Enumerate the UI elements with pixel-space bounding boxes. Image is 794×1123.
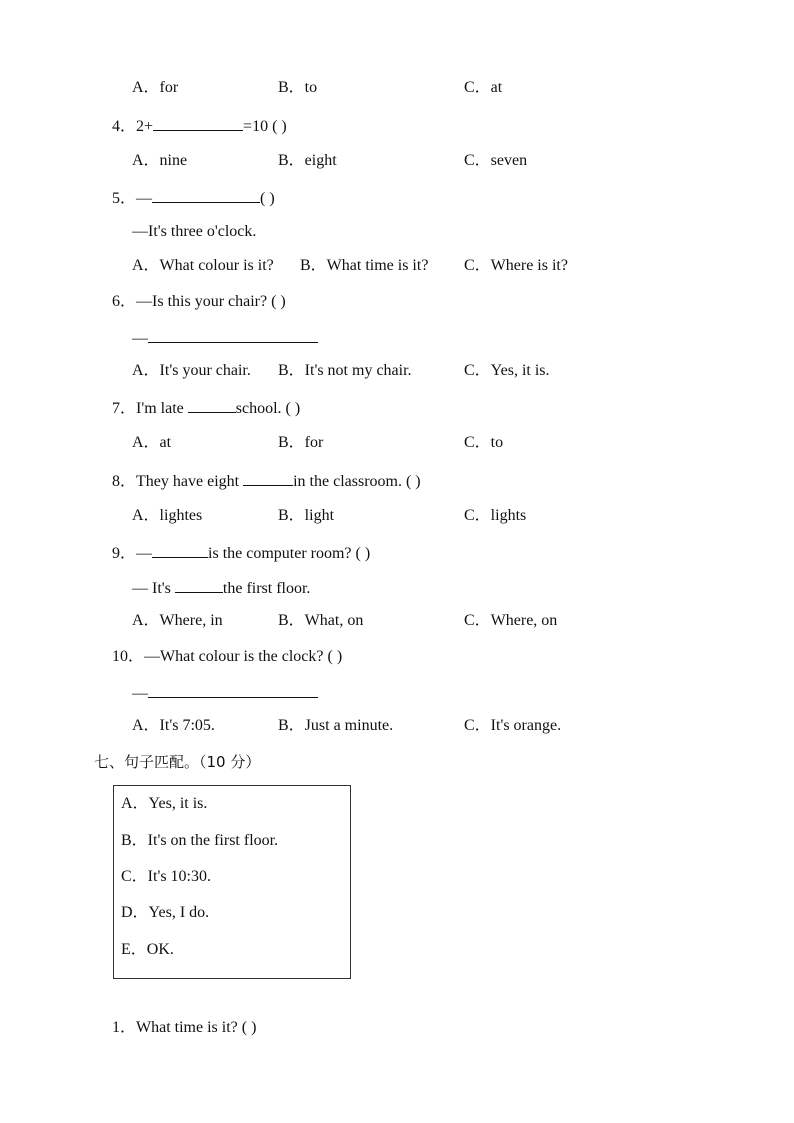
q7-text-pre: I'm late — [136, 400, 188, 417]
q10-answer-dash: — — [132, 685, 148, 702]
match-option-d: D．Yes, I do. — [121, 904, 210, 921]
match-question-1: 1．What time is it? ( ) — [112, 1019, 257, 1036]
q8-option-b: B．light — [278, 507, 335, 524]
q6-answer-dash: — — [132, 330, 148, 347]
q10-stem — [112, 647, 342, 667]
q5-option-c: C．Where is it? — [464, 257, 568, 274]
q5-stem — [112, 187, 275, 207]
q9-option-a: A．Where, in — [132, 612, 223, 629]
q6-option-a: A．It's your chair. — [132, 362, 251, 379]
match-options-box — [113, 785, 351, 979]
q9-answer-blank-2[interactable] — [175, 577, 223, 593]
q7-text-post: school. ( ) — [235, 400, 301, 417]
q9-option-b: B．What, on — [278, 612, 364, 629]
q6-answer-blank[interactable] — [148, 327, 318, 343]
q6-option-b: B．It's not my chair. — [278, 362, 412, 379]
q6-text: —Is this your chair? ( ) — [136, 293, 286, 310]
q9-text-post: is the computer room? ( ) — [208, 545, 371, 562]
q9-answer-pre: — It's — [132, 580, 175, 597]
q10-option-b: B．Just a minute. — [278, 717, 394, 734]
q7-number: 7． — [112, 400, 137, 417]
match-option-a: A．Yes, it is. — [121, 795, 208, 812]
q9-text-pre: — — [136, 545, 153, 562]
q8-answer-blank[interactable] — [243, 470, 293, 486]
q10-text: —What colour is the clock? ( ) — [144, 648, 343, 665]
match-option-b: B．It's on the first floor. — [121, 832, 279, 849]
q9-answer-post: the first floor. — [222, 580, 311, 597]
q3-option-b: B．to — [278, 79, 318, 96]
q3-option-c: C．at — [464, 79, 503, 96]
q7-stem — [112, 397, 300, 417]
q9-stem — [112, 542, 370, 562]
q4-option-a: A．nine — [132, 152, 188, 169]
q8-text-post: in the classroom. ( ) — [293, 473, 421, 490]
match-option-e: E．OK. — [121, 941, 174, 958]
q4-text-pre: 2+ — [136, 118, 154, 135]
q7-option-b: B．for — [278, 434, 324, 451]
q5-answer: —It's three o'clock. — [132, 223, 257, 240]
section-7-title: 七、句子匹配。（10 分） — [94, 753, 261, 771]
q5-option-a: A．What colour is it? — [132, 257, 274, 274]
q7-option-a: A．at — [132, 434, 172, 451]
q5-text-post: ( ) — [260, 190, 275, 207]
q10-option-c: C．It's orange. — [464, 717, 562, 734]
q9-answer-line — [132, 577, 310, 597]
q5-option-b: B．What time is it? — [300, 257, 429, 274]
q4-number: 4． — [112, 118, 137, 135]
q4-stem — [112, 115, 287, 135]
q8-number: 8． — [112, 473, 137, 490]
q8-stem — [112, 470, 421, 490]
match-option-c: C．It's 10:30. — [121, 868, 212, 885]
q9-number: 9． — [112, 545, 137, 562]
q4-text-post: =10 ( ) — [243, 118, 287, 135]
q5-number: 5． — [112, 190, 137, 207]
q4-answer-blank[interactable] — [153, 115, 243, 131]
q10-option-a: A．It's 7:05. — [132, 717, 215, 734]
q3-option-a: A．for — [132, 79, 179, 96]
q7-option-c: C．to — [464, 434, 504, 451]
q6-stem — [112, 292, 286, 312]
q8-text-pre: They have eight — [136, 473, 244, 490]
q10-answer-blank[interactable] — [148, 682, 318, 698]
q10-answer-line — [132, 682, 318, 702]
q6-option-c: C．Yes, it is. — [464, 362, 550, 379]
q5-answer-blank[interactable] — [152, 187, 260, 203]
q4-option-c: C．seven — [464, 152, 528, 169]
q5-text-pre: — — [136, 190, 153, 207]
q6-answer-line — [132, 327, 318, 347]
q10-number: 10． — [112, 648, 145, 665]
q8-option-a: A．lightes — [132, 507, 203, 524]
q8-option-c: C．lights — [464, 507, 527, 524]
q6-number: 6． — [112, 293, 137, 310]
q9-answer-blank-1[interactable] — [152, 542, 208, 558]
q9-option-c: C．Where, on — [464, 612, 558, 629]
q7-answer-blank[interactable] — [188, 397, 236, 413]
q4-option-b: B．eight — [278, 152, 337, 169]
